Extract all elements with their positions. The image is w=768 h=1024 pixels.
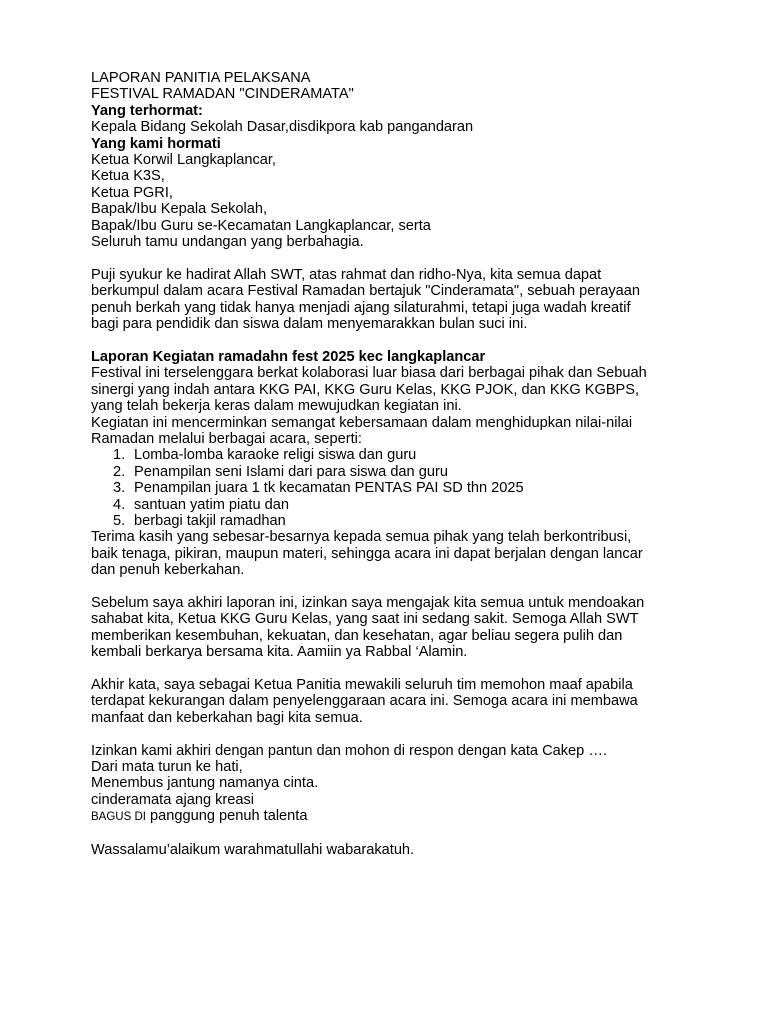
opening-paragraph [91,267,711,333]
report-heading: Laporan Kegiatan ramadahn fest 2025 kec langkaplancar [91,348,486,365]
honored-recipient: Kepala Bidang Sekolah Dasar,disdikpora kab pangandaran [91,119,474,136]
list-item-text: Penampilan seni Islami dari para siswa dan guru [134,463,448,480]
pantun-line: cinderamata ajang kreasi [91,791,255,808]
paragraph-line: baik tenaga, pikiran, maupun materi, sehingga acara ini dapat berjalan dengan lancar [91,545,643,562]
paragraph-line: yang telah bekerja keras dalam mewujudkan kegiatan ini. [91,398,462,415]
paragraph-gap [91,661,711,677]
paragraph-line: memberikan kesembuhan, kekuatan, dan kesehatan, agar beliau segera pulih dan [91,627,623,644]
paragraph-line: Festival ini terselenggara berkat kolaborasi luar biasa dari berbagai pihak dan Sebuah [91,365,647,382]
paragraph-line: dan penuh keberkahan. [91,562,245,579]
list-item-text: berbagi takjil ramadhan [134,512,286,529]
list-item-number: 2. [113,463,126,480]
activity-list [91,447,711,529]
list-item-number: 1. [113,447,126,464]
pantun-block [91,743,711,826]
paragraph-line: Ramadan melalui berbagai acara, seperti: [91,430,362,447]
thanks-paragraph [91,529,711,578]
report-title-line-1: LAPORAN PANITIA PELAKSANA [91,70,311,86]
sign-off: Wassalamu’alaikum warahmatullahi wabarakatuh. [91,842,415,858]
respected-heading: Yang kami hormati [91,135,221,152]
list-item [91,513,711,529]
paragraph-line: kembali berkarya bersama kita. Aamiin ya Rabbal ‘Alamin. [91,644,468,661]
list-item [91,447,711,463]
pantun-intro: Izinkan kami akhiri dengan pantun dan mohon di respon dengan kata Cakep …. [91,742,607,759]
paragraph-line: penuh berkah yang tidak hanya menjadi ajang silaturahmi, tetapi juga wadah kreatif [91,299,631,316]
paragraph-line: terdapat kekurangan dalam penyelenggaraan acara ini. Semoga acara ini membawa [91,693,638,710]
paragraph-line: Puji syukur ke hadirat Allah SWT, atas rahmat dan ridho-Nya, kita semua dapat [91,266,602,283]
paragraph-gap [91,579,711,595]
paragraph-gap [91,332,711,348]
paragraph-line: berkumpul dalam acara Festival Ramadan bertajuk "Cinderamata", sebuah perayaan [91,283,641,300]
paragraph-line: Akhir kata, saya sebagai Ketua Panitia mewakili seluruh tim memohon maaf apabila [91,676,633,693]
pantun-line-prefix: BAGUS DI [91,811,146,824]
respected-recipient: Seluruh tamu undangan yang berbahagia. [91,234,364,251]
paragraph-line: Sebelum saya akhiri laporan ini, izinkan saya mengajak kita semua untuk mendoakan [91,594,645,611]
list-item [91,464,711,480]
list-item-text: Lomba-lomba karaoke religi siswa dan guru [134,447,417,464]
honored-heading: Yang terhormat: [91,102,203,119]
prayer-paragraph [91,595,711,661]
paragraph-line: sinergi yang indah antara KKG PAI, KKG Guru Kelas, KKG PJOK, dan KKG KGBPS, [91,381,640,398]
list-item-number: 3. [113,480,126,497]
report-intro [91,365,711,447]
report-title-line-2: FESTIVAL RAMADAN "CINDERAMATA" [91,86,354,103]
pantun-line [91,808,711,825]
respected-recipient: Bapak/Ibu Guru se-Kecamatan Langkaplancar, serta [91,217,431,234]
paragraph-line: sahabat kita, Ketua KKG Guru Kelas, yang saat ini sedang sakit. Semoga Allah SWT [91,611,639,628]
paragraph-gap [91,250,711,266]
respected-recipient: Ketua Korwil Langkaplancar, [91,152,276,169]
respected-recipient: Bapak/Ibu Kepala Sekolah, [91,201,268,218]
paragraph-line: Terima kasih yang sebesar-besarnya kepada semua pihak yang telah berkontribusi, [91,529,632,546]
pantun-line: Menembus jantung namanya cinta. [91,775,319,792]
paragraph-line: bagi para pendidik dan siswa dalam menyemarakkan bulan suci ini. [91,316,528,333]
respected-recipient: Ketua K3S, [91,168,165,185]
list-item-text: santuan yatim piatu dan [134,496,289,513]
respected-recipient: Ketua PGRI, [91,184,173,201]
document-page [91,70,711,858]
pantun-line: Dari mata turun ke hati, [91,758,243,775]
list-item-number: 4. [113,496,126,513]
pantun-line-rest: panggung penuh talenta [145,808,308,825]
list-item [91,497,711,513]
list-item-text: Penampilan juara 1 tk kecamatan PENTAS PAI SD thn 2025 [134,480,524,497]
paragraph-gap [91,826,711,842]
list-item [91,480,711,496]
list-item-number: 5. [113,512,126,529]
closing-paragraph [91,677,711,726]
paragraph-line: manfaat dan keberkahan bagi kita semua. [91,709,363,726]
paragraph-line: Kegiatan ini mencerminkan semangat kebersamaan dalam menghidupkan nilai-nilai [91,414,633,431]
paragraph-gap [91,726,711,742]
